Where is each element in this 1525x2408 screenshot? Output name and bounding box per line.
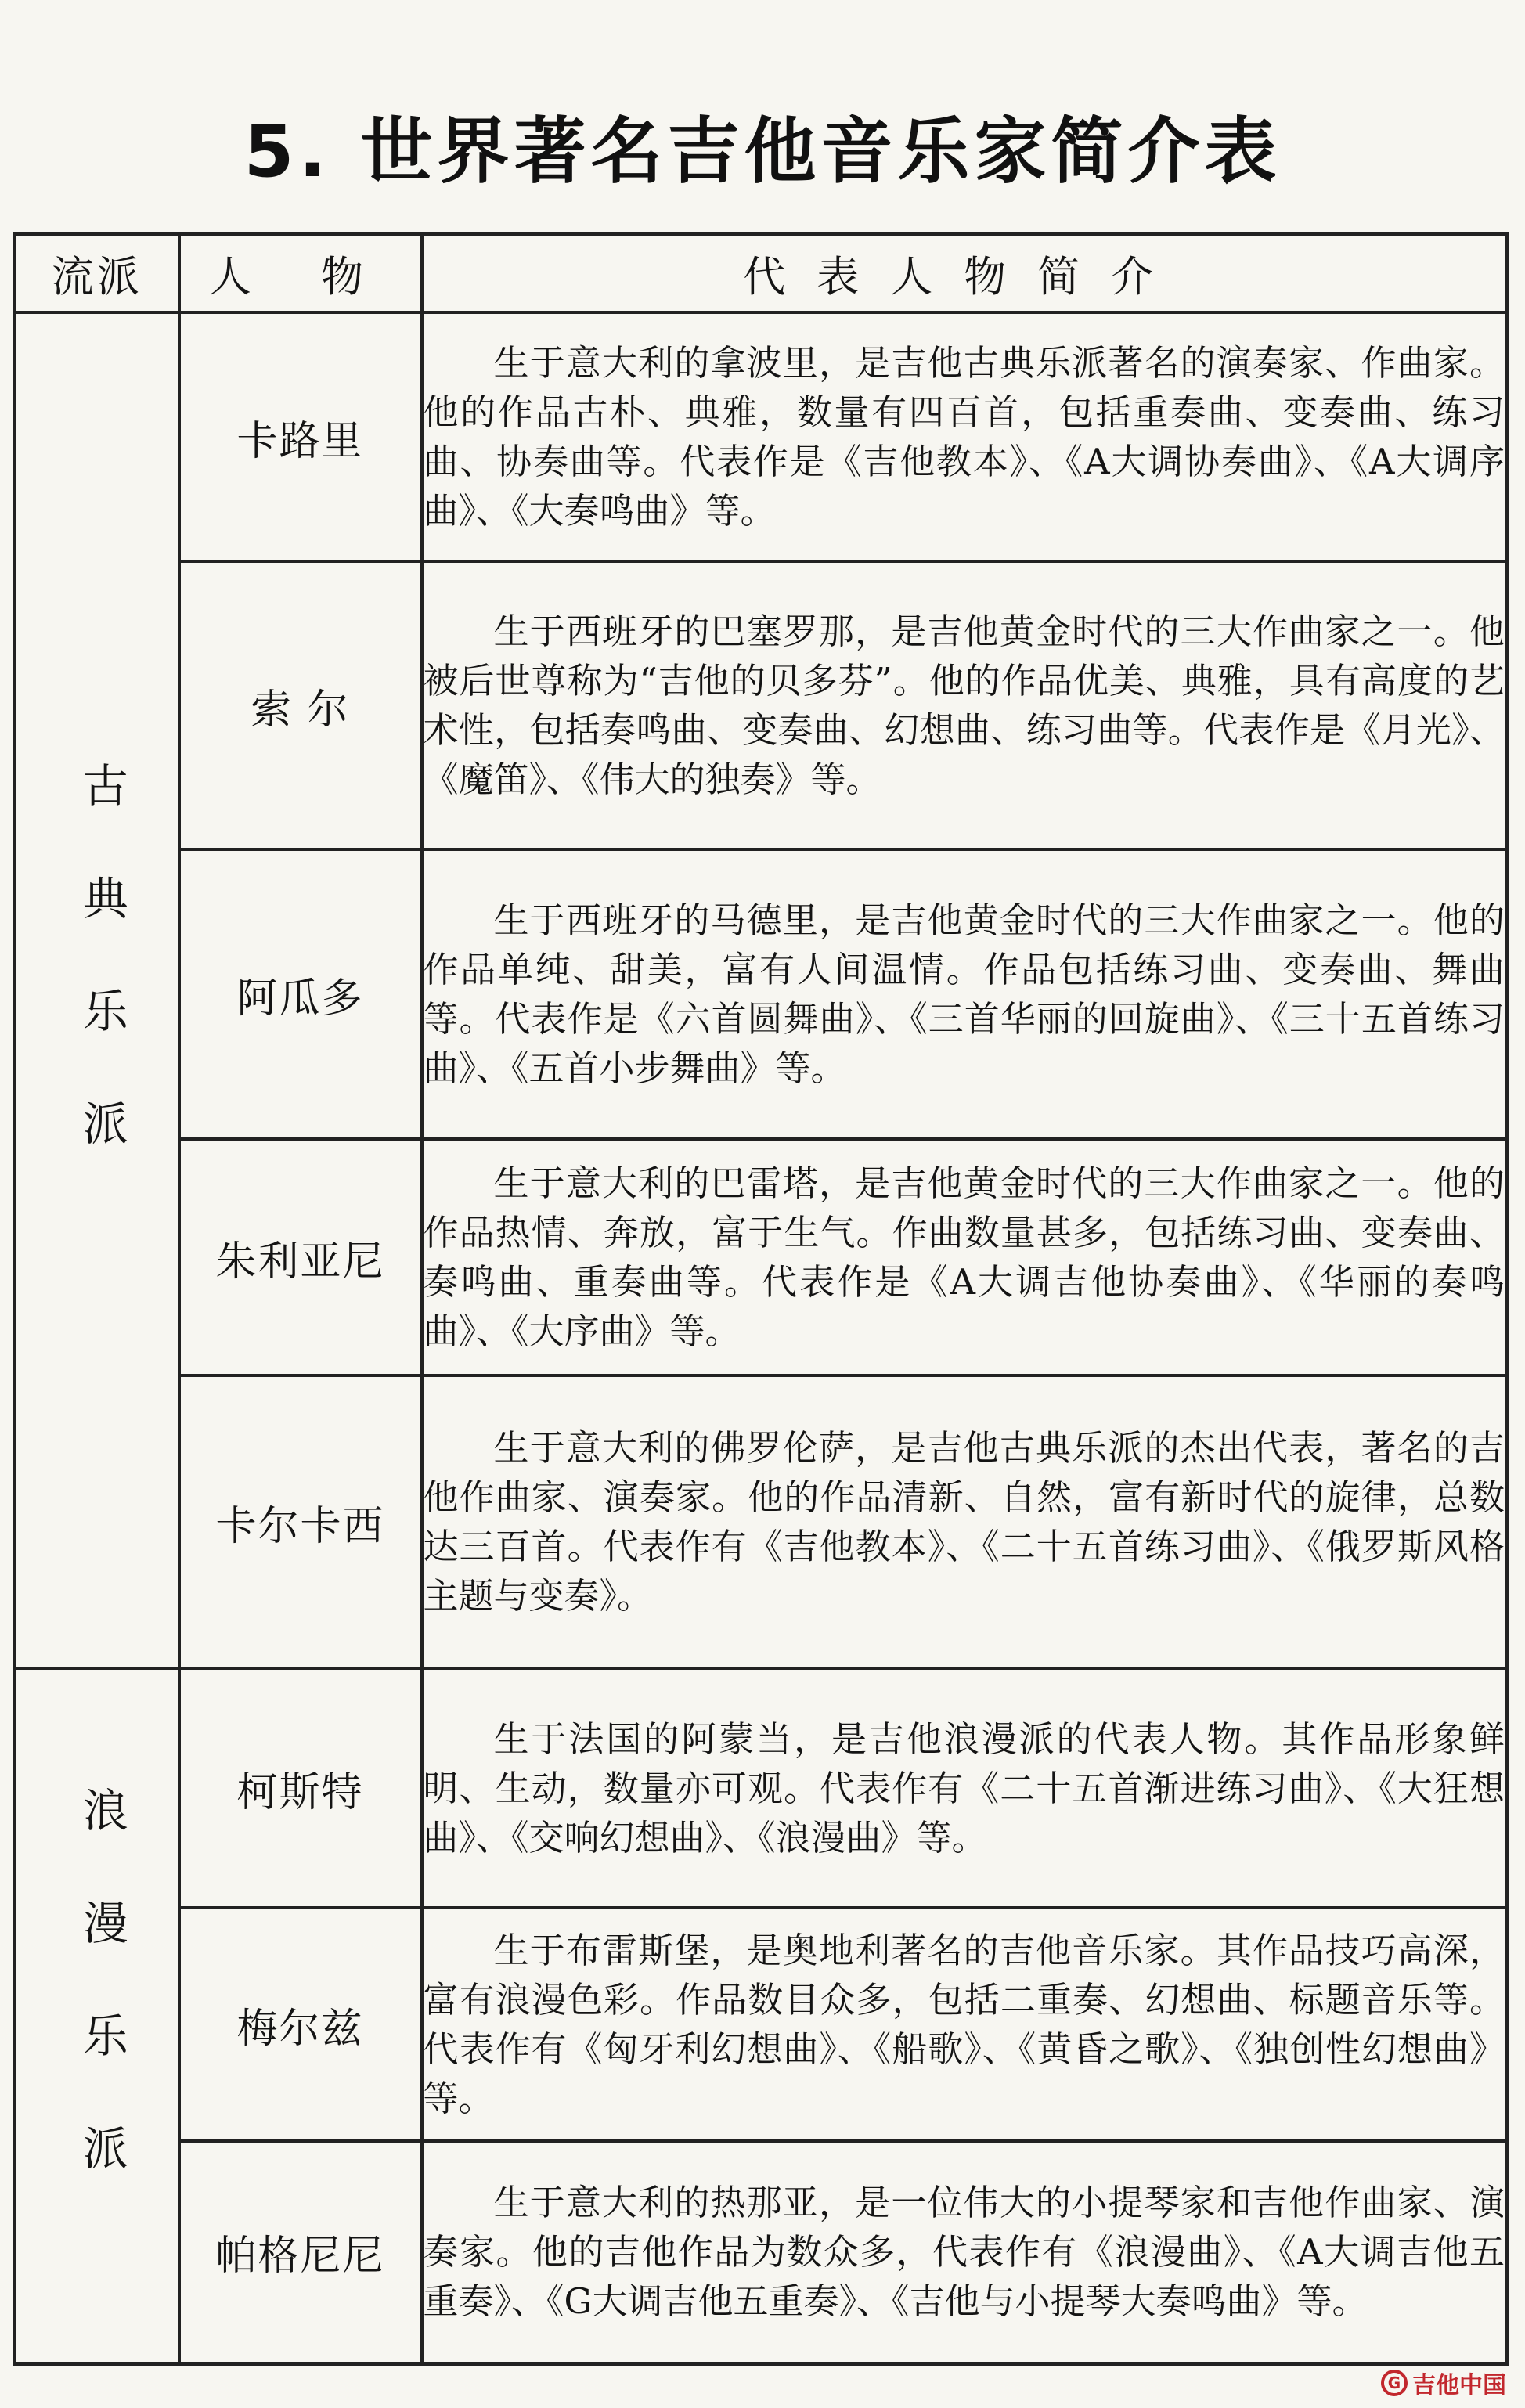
person-name: 柯斯特 <box>179 1668 422 1908</box>
watermark-text: 吉他中国 <box>1412 2372 1506 2399</box>
school-romantic-name: 浪漫乐派 <box>74 1786 128 2238</box>
school-classical-name: 古典乐派 <box>74 761 128 1213</box>
person-bio: 生于意大利的佛罗伦萨，是吉他古典乐派的杰出代表，著名的吉他作曲家、演奏家。他的作品清新、自然，富有新时代的旋律，总数达三百首。代表作有《吉他教本》、《二十五首练习曲》、《俄罗斯风格主题与变奏》。 <box>422 1375 1507 1668</box>
table-row <box>15 1139 1507 1375</box>
header-school: 流派 <box>15 234 179 313</box>
table-row <box>15 1375 1507 1668</box>
person-name: 索 尔 <box>179 561 422 849</box>
header-row <box>15 234 1507 313</box>
page-title: 5. 世界著名吉他音乐家简介表 <box>243 110 1282 193</box>
table-row <box>15 2141 1507 2363</box>
table-row <box>15 849 1507 1139</box>
person-bio: 生于意大利的拿波里，是吉他古典乐派著名的演奏家、作曲家。他的作品古朴、典雅，数量有四百首，包括重奏曲、变奏曲、练习曲、协奏曲等。代表作是《吉他教本》、《A大调协奏曲》、《A大调序曲》、《大奏鸣曲》等。 <box>422 312 1507 561</box>
person-name: 朱利亚尼 <box>179 1139 422 1375</box>
person-bio: 生于布雷斯堡，是奥地利著名的吉他音乐家。其作品技巧高深，富有浪漫色彩。作品数目众多，包括二重奏、幻想曲、标题音乐等。代表作有《匈牙利幻想曲》、《船歌》、《黄昏之歌》、《独创性幻想曲》等。 <box>422 1908 1507 2141</box>
person-bio: 生于西班牙的巴塞罗那，是吉他黄金时代的三大作曲家之一。他被后世尊称为“吉他的贝多芬”。他的作品优美、典雅，具有高度的艺术性，包括奏鸣曲、变奏曲、幻想曲、练习曲等。代表作是《月光》、《魔笛》、《伟大的独奏》等。 <box>422 561 1507 849</box>
school-classical <box>15 312 179 1668</box>
table-row <box>15 312 1507 561</box>
person-bio: 生于法国的阿蒙当，是吉他浪漫派的代表人物。其作品形象鲜明、生动，数量亦可观。代表作有《二十五首渐进练习曲》、《大狂想曲》、《交响幻想曲》、《浪漫曲》等。 <box>422 1668 1507 1908</box>
person-bio: 生于西班牙的马德里，是吉他黄金时代的三大作曲家之一。他的作品单纯、甜美，富有人间温情。作品包括练习曲、变奏曲、舞曲等。代表作是《六首圆舞曲》、《三首华丽的回旋曲》、《三十五首练习曲》、《五首小步舞曲》等。 <box>422 849 1507 1139</box>
musician-table <box>13 232 1509 2366</box>
watermark-logo <box>1381 2366 1506 2400</box>
person-bio: 生于意大利的热那亚，是一位伟大的小提琴家和吉他作曲家、演奏家。他的吉他作品为数众多，代表作有《浪漫曲》、《A大调吉他五重奏》、《G大调吉他五重奏》、《吉他与小提琴大奏鸣曲》等。 <box>422 2141 1507 2363</box>
person-name: 卡尔卡西 <box>179 1375 422 1668</box>
person-name: 帕格尼尼 <box>179 2141 422 2363</box>
header-person: 人 物 <box>179 234 422 313</box>
guitar-logo-icon: G <box>1381 2370 1408 2396</box>
header-bio: 代表人物简介 <box>422 234 1507 313</box>
person-name: 阿瓜多 <box>179 849 422 1139</box>
table-row <box>15 1668 1507 1908</box>
school-romantic <box>15 1668 179 2363</box>
person-name: 卡路里 <box>179 312 422 561</box>
person-bio: 生于意大利的巴雷塔，是吉他黄金时代的三大作曲家之一。他的作品热情、奔放，富于生气。作曲数量甚多，包括练习曲、变奏曲、奏鸣曲、重奏曲等。代表作是《A大调吉他协奏曲》、《华丽的奏鸣曲》、《大序曲》等。 <box>422 1139 1507 1375</box>
person-name: 梅尔兹 <box>179 1908 422 2141</box>
table-row <box>15 1908 1507 2141</box>
table-row <box>15 561 1507 849</box>
